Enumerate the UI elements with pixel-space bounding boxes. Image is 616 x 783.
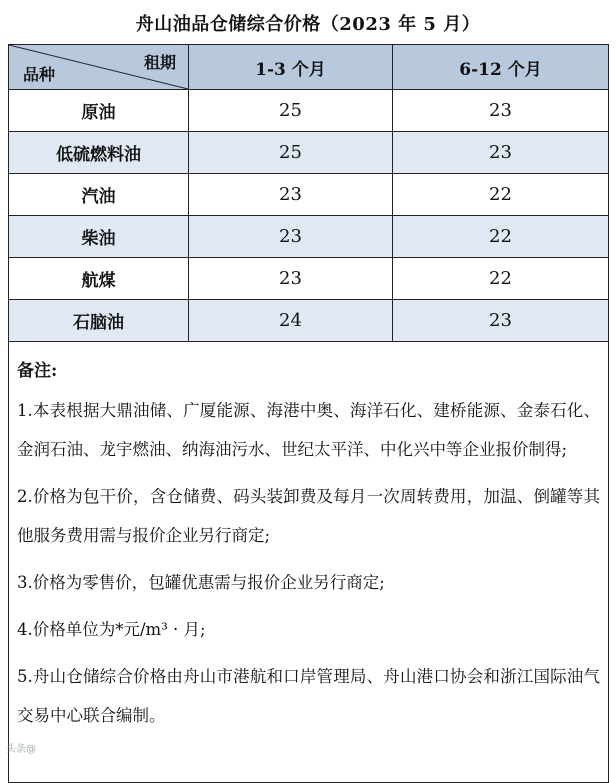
notes-cell bbox=[9, 342, 609, 783]
column-header-1-3-months: 1-3 个月 bbox=[189, 45, 393, 90]
price-short-term: 25 bbox=[189, 90, 393, 132]
price-long-term: 22 bbox=[393, 216, 609, 258]
corner-label-lease-term: 租期 bbox=[143, 53, 176, 72]
table-row bbox=[9, 300, 609, 342]
product-name: 低硫燃料油 bbox=[9, 132, 189, 174]
product-name: 柴油 bbox=[9, 216, 189, 258]
price-short-term: 25 bbox=[189, 132, 393, 174]
table-row bbox=[9, 90, 609, 132]
price-long-term: 22 bbox=[393, 258, 609, 300]
price-long-term: 23 bbox=[393, 90, 609, 132]
note-item: 4.价格单位为*元/m³ · 月; bbox=[17, 620, 206, 639]
corner-label-product: 品种 bbox=[23, 65, 56, 84]
product-name: 石脑油 bbox=[9, 300, 189, 342]
price-table bbox=[8, 44, 609, 783]
price-long-term: 23 bbox=[393, 300, 609, 342]
corner-header-cell bbox=[9, 45, 189, 90]
watermark: 头条@ bbox=[6, 744, 36, 755]
table-row bbox=[9, 174, 609, 216]
note-item: 2.价格为包干价，含仓储费、码头装卸费及每月一次周转费用，加温、倒罐等其他服务费用需与报价企业另行商定; bbox=[17, 487, 600, 545]
table-row bbox=[9, 132, 609, 174]
product-name: 航煤 bbox=[9, 258, 189, 300]
product-name: 原油 bbox=[9, 90, 189, 132]
column-header-6-12-months: 6-12 个月 bbox=[393, 45, 609, 90]
notes-title: 备注: bbox=[17, 361, 58, 381]
price-long-term: 23 bbox=[393, 132, 609, 174]
price-short-term: 24 bbox=[189, 300, 393, 342]
price-short-term: 23 bbox=[189, 258, 393, 300]
table-row bbox=[9, 258, 609, 300]
note-item: 5.舟山仓储综合价格由舟山市港航和口岸管理局、舟山港口协会和浙江国际油气交易中心联合编制。 bbox=[17, 667, 600, 725]
price-short-term: 23 bbox=[189, 174, 393, 216]
notes-row bbox=[9, 342, 609, 783]
table-row bbox=[9, 216, 609, 258]
note-item: 1.本表根据大鼎油储、广厦能源、海港中奥、海洋石化、建桥能源、金泰石化、金润石油、龙宇燃油、纳海油污水、世纪太平洋、中化兴中等企业报价制得; bbox=[17, 401, 600, 459]
product-name: 汽油 bbox=[9, 174, 189, 216]
table-header-row bbox=[9, 45, 609, 90]
price-short-term: 23 bbox=[189, 216, 393, 258]
note-item: 3.价格为零售价，包罐优惠需与报价企业另行商定; bbox=[17, 573, 385, 592]
price-long-term: 22 bbox=[393, 174, 609, 216]
page-title: 舟山油品仓储综合价格（2023 年 5 月） bbox=[135, 14, 481, 35]
